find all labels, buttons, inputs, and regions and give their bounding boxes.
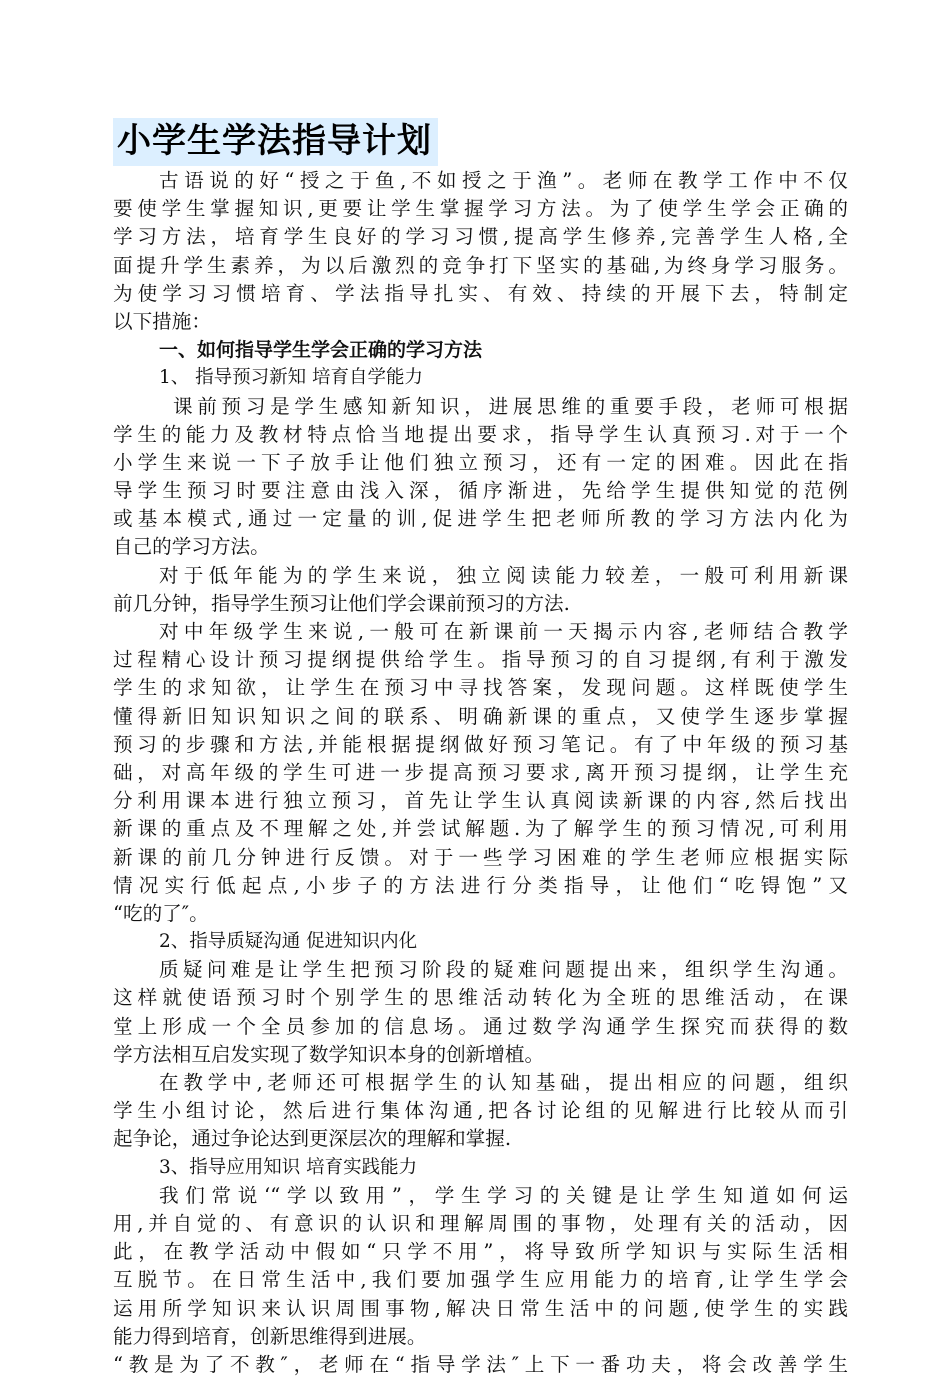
paragraph-line: 新课的前几分钟进行反馈。对于一些学习困难的学生老师应根据实际: [113, 845, 848, 869]
subsection-heading: 3、指导应用知识 培育实践能力: [159, 1156, 418, 1178]
paragraph-line: 此，在教学活动中假如“只学不用”，将导致所学知识与实际生活相: [113, 1240, 848, 1264]
paragraph-line: 分利用课本进行独立预习，首先让学生认真阅读新课的内容,然后找出: [113, 789, 848, 813]
subsection-heading: 1、 指导预习新知 培育自学能力: [159, 367, 424, 389]
paragraph-line: 学生的求知欲，让学生在预习中寻找答案，发现问题。这样既使学生: [113, 676, 848, 700]
paragraph-line: 小学生来说一下子放手让他们独立预习，还有一定的困难。因此在指: [113, 450, 848, 474]
subsection-heading: 2、指导质疑沟通 促进知识内化: [159, 931, 418, 953]
paragraph-line: 运用所学知识来认识周围事物,解决日常生活中的问题,使学生的实践: [113, 1296, 848, 1320]
paragraph-line: 预习的步骤和方法,并能根据提纲做好预习笔记。有了中年级的预习基: [113, 732, 848, 756]
paragraph-line: 情况实行低起点,小步子的方法进行分类指导，让他们“吃锝饱”又: [113, 873, 848, 897]
paragraph-line: 学习方法，培育学生良好的学习习惯,提高学生修养,完善学生人格,全: [113, 225, 848, 249]
paragraph-line: 新课的重点及不理解之处,并尝试解题.为了解学生的预习情况,可利用: [113, 817, 848, 841]
paragraph-line: 能力得到培育，创新思维得到进展。: [113, 1324, 427, 1348]
paragraph-line: 前几分钟，指导学生预习让他们学会课前预习的方法.: [113, 591, 570, 615]
paragraph-line: 学方法相互启发实现了数学知识本身的创新增植。: [113, 1042, 545, 1066]
paragraph-line: 以下措施：: [113, 309, 211, 333]
paragraph-line: 课前预习是学生感知新知识，进展思维的重要手段，老师可根据: [173, 394, 848, 418]
paragraph-line: 懂得新旧知识知识之间的联系、明确新课的重点，又使学生逐步掌握: [113, 704, 848, 728]
paragraph-line: “教是为了不教″，老师在“指导学法″上下一番功夫，将会改善学生: [113, 1352, 848, 1376]
paragraph-line: 在教学中,老师还可根据学生的认知基础，提出相应的问题，组织: [159, 1071, 848, 1094]
section-heading: 一、如何指导学生学会正确的学习方法: [159, 339, 483, 362]
document-title: 小学生学法指导计划: [113, 118, 438, 166]
paragraph-line: 础，对高年级的学生可进一步提高预习要求,离开预习提纲，让学生充: [113, 760, 848, 784]
paragraph-line: 学生的能力及教材特点恰当地提出要求，指导学生认真预习.对于一个: [113, 422, 848, 446]
paragraph-line: 导学生预习时要注意由浅入深，循序渐进，先给学生提供知觉的范例: [113, 479, 848, 503]
paragraph-line: “吃的了″。: [113, 901, 209, 925]
paragraph-line: 或基本模式,通过一定量的训,促进学生把老师所教的学习方法内化为: [113, 507, 848, 531]
paragraph-line: 质疑问难是让学生把预习阶段的疑难问题提出来，组织学生沟通。: [159, 958, 848, 982]
paragraph-line: 为使学习习惯培育、学法指导扎实、有效、持续的开展下去，特制定: [113, 281, 848, 305]
paragraph-line: 起争论，通过争论达到更深层次的理解和掌握.: [113, 1127, 512, 1151]
paragraph-line: 互脱节。在日常生活中,我们要加强学生应用能力的培育,让学生学会: [113, 1268, 848, 1292]
paragraph-line: 我们常说‘“学以致用”，学生学习的关键是让学生知道如何运: [159, 1183, 848, 1207]
paragraph-line: 堂上形成一个全员参加的信息场。通过数学沟通学生探究而获得的数: [113, 1014, 848, 1038]
paragraph-line: 过程精心设计预习提纲提供给学生。指导预习的自习提纲,有利于激发: [113, 648, 848, 672]
document-body: [113, 167, 848, 1379]
paragraph-line: 学生小组讨论，然后进行集体沟通,把各讨论组的见解进行比较从而引: [113, 1099, 848, 1123]
paragraph-line: 对于低年能为的学生来说，独立阅读能力较差，一般可利用新课: [159, 563, 848, 587]
paragraph-line: 要使学生掌握知识,更要让学生掌握学习方法。为了使学生学会正确的: [113, 197, 848, 221]
paragraph-line: 这样就使语预习时个别学生的思维活动转化为全班的思维活动，在课: [113, 986, 848, 1010]
paragraph-line: 古语说的好“授之于鱼,不如授之于渔”。老师在教学工作中不仅: [159, 169, 848, 192]
paragraph-line: 对中年级学生来说,一般可在新课前一天揭示内容,老师结合教学: [159, 620, 848, 643]
paragraph-line: 自己的学习方法。: [113, 535, 270, 559]
paragraph-line: 面提升学生素养，为以后激烈的竞争打下坚实的基础,为终身学习服务。: [113, 253, 848, 277]
paragraph-line: 用,并自觉的、有意识的认识和理解周围的事物，处理有关的活动，因: [113, 1211, 848, 1235]
